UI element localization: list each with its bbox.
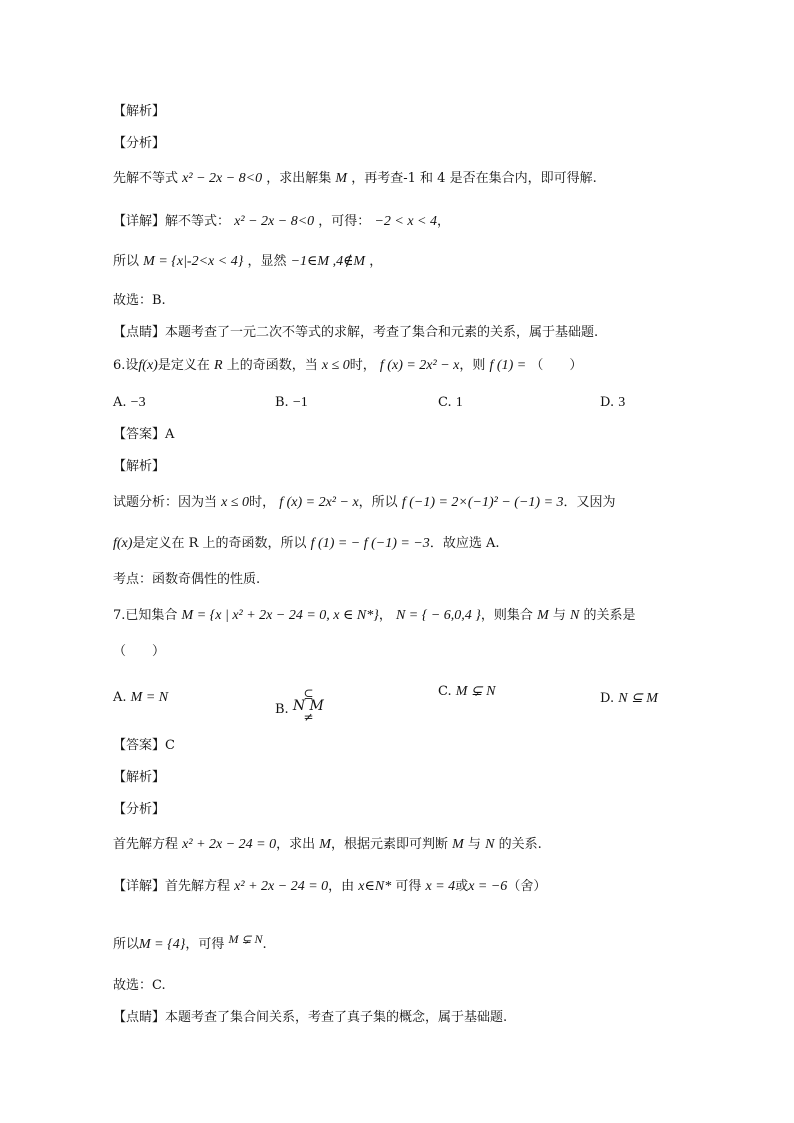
q7-number: 7.已知集合 [113,608,178,623]
q6-option-c[interactable] [438,395,463,411]
calc: f (1) = − f (−1) = −3 [310,536,430,551]
text: ，再考查-1 和 4 是否在集合内，即可得解. [351,171,597,186]
q6-kaodian: 考点：函数奇偶性的性质. [113,572,261,587]
q7-option-c[interactable] [438,683,496,700]
text: 上的奇函数，当 [226,358,318,373]
text: 是定义在 R 上的奇函数，所以 [132,536,307,551]
relation: −1∈M ,4∉M [290,254,366,269]
answer-label: 【答案】 [113,427,166,442]
fx: f(x) [138,358,158,373]
N: N [485,837,495,852]
so-line [113,253,734,271]
q7-comment [113,1009,734,1027]
text: ，求出解集 [266,171,332,186]
text: 或 [455,879,469,894]
q6-option-a[interactable] [113,395,146,411]
condition: x ≤ 0 [221,495,250,510]
condition: x∈N* [358,879,392,894]
label: A. [113,690,127,705]
text: 时， [249,495,276,510]
text: 是定义在 [157,358,210,373]
root-2: x = −6 [468,879,508,894]
M: M [452,837,464,852]
choose-line: 故选：B. [113,293,166,308]
ask: f (1) = [489,358,527,373]
formula: f (x) = 2x² − x [279,495,359,510]
N: N [570,608,580,623]
text: ，求出 [276,837,316,852]
q6-stem [113,357,734,375]
q6-option-b[interactable] [275,395,308,411]
q6-answer [113,426,734,444]
q6-jiexi: 【解析】 [113,459,166,474]
text: ．故应选 A. [429,536,500,551]
q7-option-b[interactable] [275,687,324,724]
text: 先解不等式 [113,171,179,186]
text: 所以 [113,937,140,952]
root-1: x = 4 [425,879,456,894]
q7-so [113,930,734,954]
text: ，可得： [318,214,371,229]
answer-label: 【答案】 [113,738,166,753]
relation: N M [292,698,324,714]
q6-solution-2 [113,535,734,553]
label: C. [438,395,452,410]
stacked-relation [292,687,324,724]
q6-option-d[interactable] [600,395,625,411]
q7-answer [113,737,734,755]
text: ，所以 [358,495,398,510]
relation: M ⊊ N [228,932,263,946]
text: 与 [467,837,481,852]
q7-stem [113,607,734,625]
label: B. [275,395,289,410]
formula: f (x) = 2x² − x [379,358,460,373]
label: C. [438,684,452,699]
q7-choose: 故选：C. [113,978,166,993]
detail-label: 【详解】 [113,214,166,229]
q7-jiexi: 【解析】 [113,770,166,785]
text: 的关系. [498,837,542,852]
label: D. [600,691,615,706]
equation: x² + 2x − 24 = 0 [182,837,277,852]
inequality: x² − 2x − 8<0 [182,171,263,186]
q6-number: 6.设 [113,358,139,373]
answer-value: A [165,427,175,442]
q7-detail [113,878,734,896]
q6-solution-1 [113,494,734,512]
result: −2 < x < 4 [374,214,437,229]
text: ， [378,608,392,623]
q7-analysis [113,836,734,854]
value: N ⊆ M [618,691,658,706]
value: 3 [618,395,626,410]
text: 首先解方程 [165,879,231,894]
equation: x² + 2x − 24 = 0 [234,879,329,894]
inequality: x² − 2x − 8<0 [234,214,315,229]
detail-label: 【详解】 [113,879,166,894]
text: ， [369,254,383,269]
text: 试题分析：因为当 [113,495,218,510]
text: ．又因为 [563,495,616,510]
fx: f(x) [113,536,133,551]
text: ，则集合 [480,608,533,623]
set-symbol: M [335,171,348,186]
calc: f (−1) = 2×(−1)² − (−1) = 3 [401,495,564,510]
q7-option-a[interactable] [113,690,168,706]
value: M = N [130,690,169,705]
value: −3 [130,395,146,410]
text: ， [437,214,451,229]
analysis-line [113,170,734,188]
q7-paren: （ ） [113,644,166,659]
comment-line [113,324,734,342]
M: M [319,837,331,852]
label: A. [113,395,127,410]
jiexi-heading: 【解析】 [113,104,166,119]
text: ，可得 [185,937,225,952]
subset-symbol: ⊆ [303,687,314,701]
value: 1 [455,395,463,410]
R: R [214,358,223,373]
text: （舍） [507,879,547,894]
set-N: N = { − 6,0,4 } [395,608,481,623]
answer-value: C [165,738,175,753]
set-expression: M = {x|-2<x < 4} [143,254,244,269]
text: ，根据元素即可判断 [330,837,448,852]
detail-line [113,213,734,231]
text: 的关系是 [583,608,636,623]
text: 解不等式： [165,214,231,229]
text: . [262,937,267,952]
value: −1 [292,395,308,410]
M: M [537,608,549,623]
label: B. [275,702,289,717]
text: 时， [349,358,376,373]
text: 首先解方程 [113,837,179,852]
not-equal-symbol: ≠ [303,710,314,724]
text: 所以 [113,254,140,269]
text: ，则 [459,358,486,373]
q7-fenxi: 【分析】 [113,802,166,817]
text: ，显然 [247,254,287,269]
comment-label: 【点睛】 [113,325,166,340]
set-result: M = {4} [139,937,186,952]
comment-text: 本题考查了一元二次不等式的求解，考查了集合和元素的关系，属于基础题. [165,325,599,340]
paren: （ ） [530,358,583,373]
set-M: M = {x | x² + 2x − 24 = 0, x ∈ N*} [181,608,379,623]
q7-option-d[interactable] [600,690,658,707]
comment-text: 本题考查了集合间关系，考查了真子集的概念，属于基础题. [165,1010,508,1025]
value: M ⊊ N [455,684,496,699]
text: 与 [552,608,566,623]
comment-label: 【点睛】 [113,1010,166,1025]
fenxi-heading: 【分析】 [113,136,166,151]
text: 可得 [395,879,422,894]
condition: x ≤ 0 [321,358,350,373]
label: D. [600,395,615,410]
text: ，由 [328,879,355,894]
